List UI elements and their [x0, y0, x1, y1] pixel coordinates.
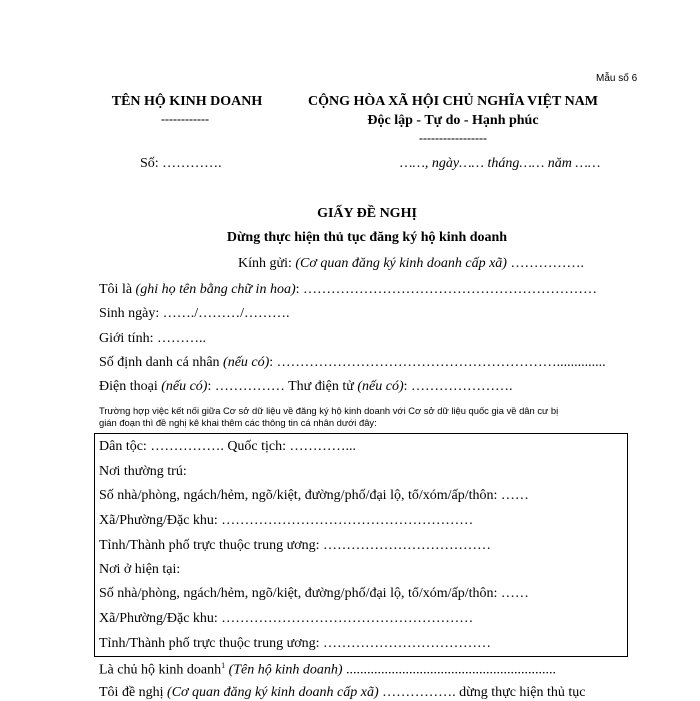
motto-rule: -----------------: [419, 131, 487, 145]
owner-footnote: 1: [221, 661, 226, 670]
current-residence-title: Nơi ở hiện tại:: [99, 562, 181, 577]
addressee-line: [238, 256, 584, 272]
motto: Độc lập - Tự do - Hạnh phúc: [367, 113, 539, 128]
current-street-line: Số nhà/phòng, ngách/hẻm, ngõ/kiệt, đường/phố/đại lộ, tổ/xóm/ấp/thôn: ……: [99, 586, 529, 601]
email-dots: : ………………….: [403, 379, 513, 394]
id-line: [99, 355, 606, 371]
current-ward-line: Xã/Phường/Đặc khu: ………………………………………………: [99, 611, 474, 626]
permanent-province-line: Tỉnh/Thành phố trực thuộc trung ương: ………………………………: [99, 538, 491, 553]
note-line-2: gián đoạn thì đề nghị kê khai thêm các thông tin cá nhân dưới đây:: [99, 417, 377, 428]
owner-dots: ............................................................: [342, 662, 557, 678]
phone-label: Điện thoại: [99, 379, 162, 394]
phone-hint: (nếu có): [161, 379, 208, 394]
name-dots: : ………………………………………………………: [295, 282, 597, 297]
country-name: CỘNG HÒA XÃ HỘI CHỦ NGHĨA VIỆT NAM: [307, 94, 599, 109]
current-province-line: Tỉnh/Thành phố trực thuộc trung ương: ………………………………: [99, 636, 491, 651]
addressee-label: Kính gửi:: [238, 256, 296, 271]
id-hint: (nếu có): [223, 355, 270, 370]
request-hint: (Cơ quan đăng ký kinh doanh cấp xã): [167, 685, 379, 700]
email-hint: (nếu có): [357, 379, 404, 394]
business-name-title: TÊN HỘ KINH DOANH: [111, 94, 263, 109]
gender-line: Giới tính: ………..: [99, 331, 206, 346]
name-line: [99, 282, 597, 298]
permanent-street-line: Số nhà/phòng, ngách/hẻm, ngõ/kiệt, đường/phố/đại lộ, tổ/xóm/ấp/thôn: ……: [99, 488, 529, 503]
dob-line: Sinh ngày: ……./………/……….: [99, 306, 290, 321]
owner-line: [99, 661, 556, 679]
addressee-hint: (Cơ quan đăng ký kinh doanh cấp xã): [295, 256, 507, 271]
id-label: Số định danh cá nhân: [99, 355, 224, 370]
date-line: ……, ngày…… tháng…… năm ……: [400, 156, 601, 171]
addressee-dots: …………….: [506, 256, 584, 271]
form-code: Mẫu số 6: [596, 73, 638, 84]
note-line-1: Trường hợp việc kết nối giữa Cơ sở dữ liệu về đăng ký hộ kinh doanh với Cơ sở dữ liệu quốc gia về dân cư bị: [99, 405, 559, 416]
document-title: GIẤY ĐỀ NGHỊ: [317, 206, 417, 221]
owner-label: Là chủ hộ kinh doanh: [99, 662, 222, 678]
permanent-residence-title: Nơi thường trú:: [99, 464, 187, 479]
phone-dots: : ……………: [207, 379, 289, 394]
business-name-rule: ------------: [161, 112, 209, 126]
request-rest: ……………. dừng thực hiện thủ tục: [378, 685, 586, 700]
document-subtitle: Dừng thực hiện thủ tục đăng ký hộ kinh doanh: [226, 230, 508, 245]
request-label: Tôi đề nghị: [99, 685, 168, 700]
document-number: Số: ………….: [140, 156, 222, 171]
owner-hint: (Tên hộ kinh doanh): [225, 662, 343, 678]
request-line: [99, 685, 586, 701]
name-label: Tôi là: [99, 282, 136, 297]
name-hint: (ghi họ tên bằng chữ in hoa): [135, 282, 296, 297]
permanent-ward-line: Xã/Phường/Đặc khu: ………………………………………………: [99, 513, 474, 528]
id-dots: : ……………………………………………………..............: [269, 355, 606, 370]
ethnicity-line: Dân tộc: ……………. Quốc tịch: …………...: [99, 439, 357, 454]
contact-line: [99, 379, 513, 395]
email-label: Thư điện tử: [288, 379, 358, 394]
